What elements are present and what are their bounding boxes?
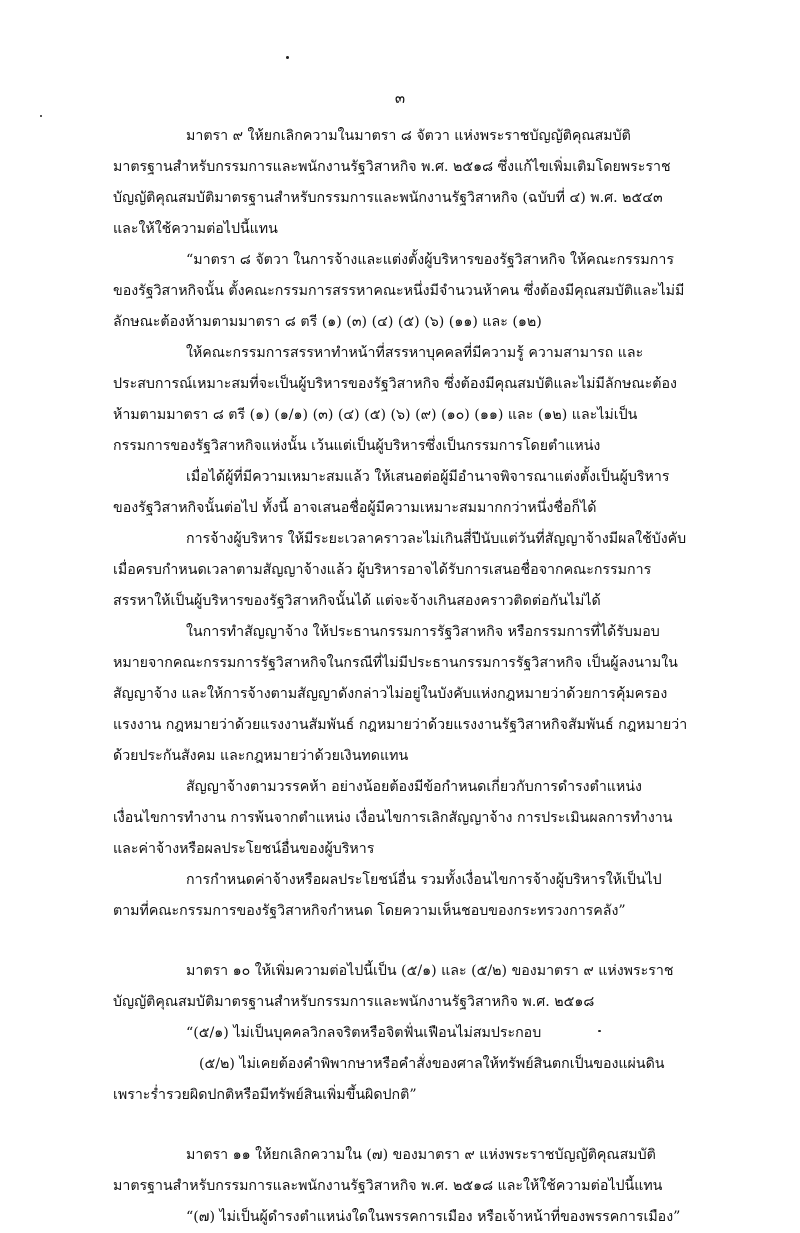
section-9-paragraph: ในการทำสัญญาจ้าง ให้ประธานกรรมการรัฐวิสาหกิจ หรือกรรมการที่ได้รับมอบหมายจากคณะกรรมการรัฐวิสาหกิจในกรณีที่ไม่มีประธานกรรมการรัฐวิสาหกิจ เป็นผู้ลงนามในสัญญาจ้าง และให้การจ้างตามสัญญาดังกล่าวไม่อยู่ในบังคับแห่งกฎหมายว่าด้วยการคุ้มครองแรงงาน กฎหมายว่าด้วยแรงงานสัมพันธ์ กฎหมายว่าด้วยแรงงานรัฐวิสาหกิจสัมพันธ์ กฎหมายว่าด้วยประกันสังคม และกฎหมายว่าด้วยเงินทดแทน [113,624,688,764]
section-10-item: (๕/๒) ไม่เคยต้องคำพิพากษาหรือคำสั่งของศาลให้ทรัพย์สินตกเป็นของแผ่นดินเพราะร่ำรวยผิดปกติหรือมีทรัพย์สินเพิ่มขึ้นผิดปกติ” [113,1056,665,1103]
section-spacer [113,927,688,956]
scan-speck [40,115,42,117]
section-9-paragraph: เมื่อได้ผู้ที่มีความเหมาะสมแล้ว ให้เสนอต่อผู้มีอำนาจพิจารณาแต่งตั้งเป็นผู้บริหารของรัฐวิสาหกิจนั้นต่อไป ทั้งนี้ อาจเสนอชื่อผู้มีความเหมาะสมมากกว่าหนึ่งชื่อก็ได้ [113,469,670,516]
section-11-item: “(๗) ไม่เป็นผู้ดำรงตำแหน่งใดในพรรคการเมือง หรือเจ้าหน้าที่ของพรรคการเมือง” [186,1209,681,1225]
scan-speck [286,56,289,59]
section-9-paragraph: การจ้างผู้บริหาร ให้มีระยะเวลาคราวละไม่เกินสี่ปีนับแต่วันที่สัญญาจ้างมีผลใช้บังคับ เมื่อครบกำหนดเวลาตามสัญญาจ้างแล้ว ผู้บริหารอาจได้รับการเสนอชื่อจากคณะกรรมการสรรหาให้เป็นผู้บริหารของรัฐวิสาหกิจนั้นได้ แต่จะจ้างเกินสองคราวติดต่อกันไม่ได้ [113,531,687,609]
section-10-item: “(๕/๑) ไม่เป็นบุคคลวิกลจริตหรือจิตฟั่นเฟือนไม่สมประกอบ [186,1025,542,1041]
section-spacer [113,1111,688,1140]
section-10-intro: มาตรา ๑๐ ให้เพิ่มความต่อไปนี้เป็น (๕/๑) และ (๕/๒) ของมาตรา ๙ แห่งพระราชบัญญัติคุณสมบัติมาตรฐานสำหรับกรรมการและพนักงานรัฐวิสาหกิจ พ.ศ. ๒๕๑๘ [113,963,674,1010]
page-number: ๓ [394,89,406,107]
section-9-paragraph: ให้คณะกรรมการสรรหาทำหน้าที่สรรหาบุคคลที่มีความรู้ ความสามารถ และประสบการณ์เหมาะสมที่จะเป็นผู้บริหารของรัฐวิสาหกิจ ซึ่งต้องมีคุณสมบัติและไม่มีลักษณะต้องห้ามตามมาตรา ๘ ตรี (๑) (๑/๑) (๓) (๔) (๕) (๖) (๙) (๑๐) (๑๑) และ (๑๒) และไม่เป็นกรรมการของรัฐวิสาหกิจแห่งนั้น เว้นแต่เป็นผู้บริหารซึ่งเป็นกรรมการโดยตำแหน่ง [113,345,677,454]
section-11-intro: มาตรา ๑๑ ให้ยกเลิกความใน (๗) ของมาตรา ๙ แห่งพระราชบัญญัติคุณสมบัติมาตรฐานสำหรับกรรมการและพนักงานรัฐวิสาหกิจ พ.ศ. ๒๕๑๘ และให้ใช้ความต่อไปนี้แทน [113,1147,663,1194]
document-body [113,121,688,1233]
section-9-intro: มาตรา ๙ ให้ยกเลิกความในมาตรา ๘ จัตวา แห่งพระราชบัญญัติคุณสมบัติมาตรฐานสำหรับกรรมการและพนักงานรัฐวิสาหกิจ พ.ศ. ๒๕๑๘ ซึ่งแก้ไขเพิ่มเติมโดยพระราชบัญญัติคุณสมบัติมาตรฐานสำหรับกรรมการและพนักงานรัฐวิสาหกิจ (ฉบับที่ ๔) พ.ศ. ๒๕๔๓ และให้ใช้ความต่อไปนี้แทน [113,128,671,237]
section-9-paragraph: “มาตรา ๘ จัตวา ในการจ้างและแต่งตั้งผู้บริหารของรัฐวิสาหกิจ ให้คณะกรรมการของรัฐวิสาหกิจนั้น ตั้งคณะกรรมการสรรหาคณะหนึ่งมีจำนวนห้าคน ซึ่งต้องมีคุณสมบัติและไม่มีลักษณะต้องห้ามตามมาตรา ๘ ตรี (๑) (๓) (๔) (๕) (๖) (๑๑) และ (๑๒) [113,252,685,330]
section-9-paragraph: สัญญาจ้างตามวรรคห้า อย่างน้อยต้องมีข้อกำหนดเกี่ยวกับการดำรงตำแหน่ง เงื่อนไขการทำงาน การพ้นจากตำแหน่ง เงื่อนไขการเลิกสัญญาจ้าง การประเมินผลการทำงาน และค่าจ้างหรือผลประโยชน์อื่นของผู้บริหาร [113,779,673,857]
section-9-paragraph: การกำหนดค่าจ้างหรือผลประโยชน์อื่น รวมทั้งเงื่อนไขการจ้างผู้บริหารให้เป็นไปตามที่คณะกรรมการของรัฐวิสาหกิจกำหนด โดยความเห็นชอบของกระทรวงการคลัง” [113,872,662,919]
